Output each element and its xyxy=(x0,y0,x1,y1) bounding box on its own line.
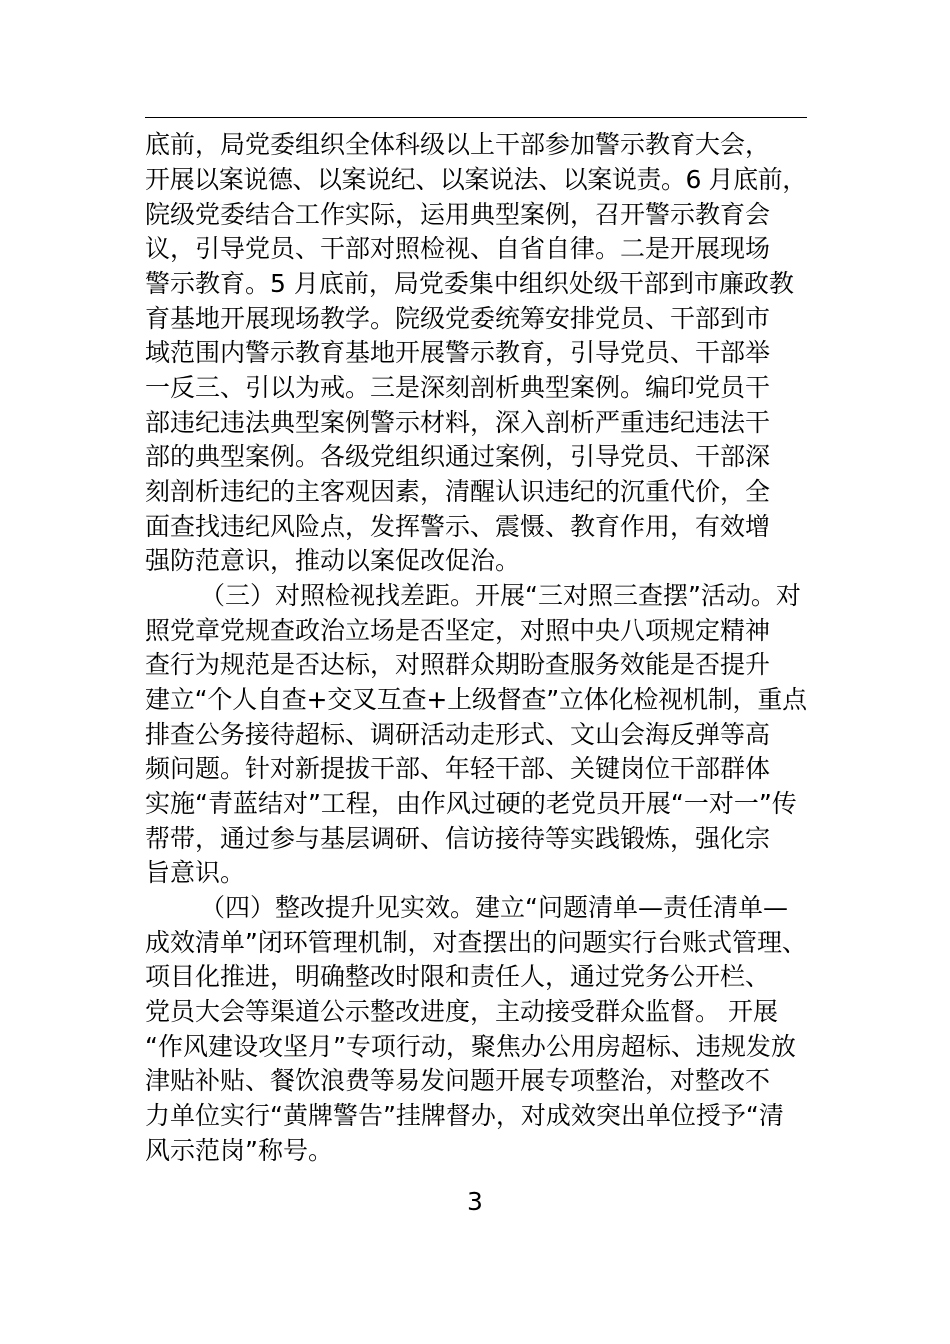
text-line: 刻剖析违纪的主客观因素，清醒认识违纪的沉重代价，全 xyxy=(145,477,771,506)
text-line: 频问题。针对新提拔干部、年轻干部、关键岗位干部群体 xyxy=(145,754,771,783)
text-line: 津贴补贴、餐饮浪费等易发问题开展专项整治，对整改不 xyxy=(145,1066,771,1095)
section-heading-line: （四）整改提升见实效。建立“问题清单—责任清单— xyxy=(200,893,788,922)
text-line: 党员大会等渠道公示整改进度，主动接受群众监督。 开展 xyxy=(145,997,778,1026)
text-line: 院级党委结合工作实际，运用典型案例，召开警示教育会 xyxy=(145,200,771,229)
text-line: 部的典型案例。各级党组织通过案例，引导党员、干部深 xyxy=(145,442,771,471)
text-line: 强防范意识，推动以案促改促治。 xyxy=(145,546,521,575)
text-line: 排查公务接待超标、调研活动走形式、文山会海反弹等高 xyxy=(145,720,771,749)
text-line: 风示范岗”称号。 xyxy=(145,1136,333,1165)
text-line: 项目化推进，明确整改时限和责任人，通过党务公开栏、 xyxy=(145,962,771,991)
text-line: 域范围内警示教育基地开展警示教育，引导党员、干部举 xyxy=(145,338,771,367)
text-line: 议，引导党员、干部对照检视、自省自律。二是开展现场 xyxy=(145,234,771,263)
section-heading-line: （三）对照检视找差距。开展“三对照三查摆”活动。对 xyxy=(200,581,801,610)
text-line: 建立“个人自查+交叉互查+上级督查”立体化检视机制，重点 xyxy=(145,685,807,714)
text-line: 旨意识。 xyxy=(145,858,246,887)
header-rule xyxy=(145,117,807,118)
text-line: 查行为规范是否达标，对照群众期盼查服务效能是否提升 xyxy=(145,650,771,679)
text-line: 成效清单”闭环管理机制，对查摆出的问题实行台账式管理、 xyxy=(145,928,807,957)
text-line: 力单位实行“黄牌警告”挂牌督办，对成效突出单位授予“清 xyxy=(145,1101,784,1130)
text-line: 部违纪违法典型案例警示材料，深入剖析严重违纪违法干 xyxy=(145,408,771,437)
text-line: 开展以案说德、以案说纪、以案说法、以案说责。6 月底前， xyxy=(145,165,807,194)
text-line: 底前，局党委组织全体科级以上干部参加警示教育大会， xyxy=(145,130,771,159)
text-line: 帮带，通过参与基层调研、信访接待等实践锻炼，强化宗 xyxy=(145,824,771,853)
text-line: 一反三、引以为戒。三是深刻剖析典型案例。编印党员干 xyxy=(145,373,771,402)
text-line: 警示教育。5 月底前，局党委集中组织处级干部到市廉政教 xyxy=(145,269,794,298)
text-line: 实施“青蓝结对”工程，由作风过硬的老党员开展“一对一”传 xyxy=(145,789,797,818)
page-number: 3 xyxy=(467,1187,483,1216)
text-line: 面查找违纪风险点，发挥警示、震慑、教育作用，有效增 xyxy=(145,512,771,541)
text-line: 照党章党规查政治立场是否坚定，对照中央八项规定精神 xyxy=(145,616,771,645)
text-line: 育基地开展现场教学。院级党委统筹安排党员、干部到市 xyxy=(145,304,771,333)
text-line: “作风建设攻坚月”专项行动，聚焦办公用房超标、违规发放 xyxy=(145,1032,796,1061)
